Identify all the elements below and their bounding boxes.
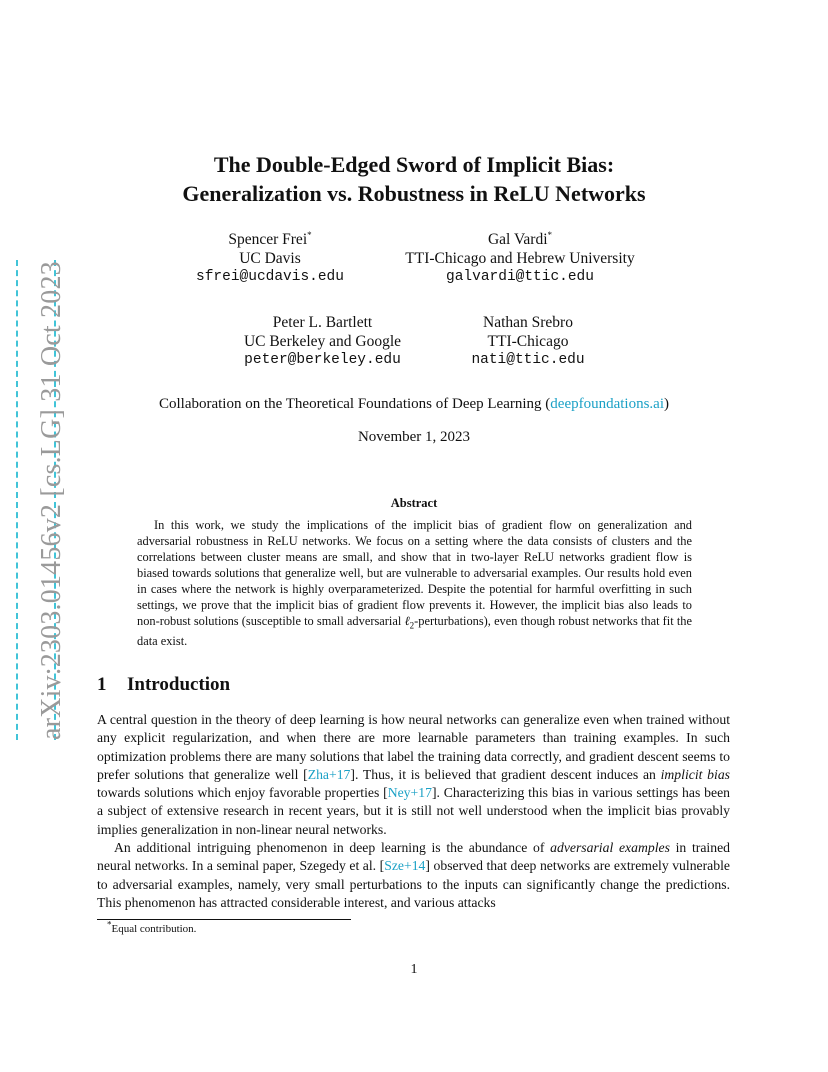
author-email[interactable]: peter@berkeley.edu [244,352,401,368]
author-email[interactable]: sfrei@ucdavis.edu [196,269,344,285]
author-affiliation: UC Davis [239,250,301,267]
citation-zha17[interactable]: Zha+17 [307,766,351,782]
paragraph-2: An additional intriguing phenomenon in deep learning is the abundance of adversarial examples in trained neural networks. In a seminal paper, Szegedy et al. [Sze+14] observed that deep networks are extremely vulnerable to adversarial examples, namely, very small perturbations to the inputs can significantly change the predictions. This phenomenon has attracted considerable interest, and various attacks [97,840,730,910]
author-block-vardi [390,230,650,287]
paper-title [0,150,828,208]
collaboration-line: Collaboration on the Theoretical Foundations of Deep Learning (deepfoundations.ai) [158,396,669,412]
author-name: Spencer Frei [228,231,308,248]
introduction-body [97,711,730,912]
author-affiliation: TTI-Chicago [487,333,569,350]
paragraph-1: A central question in the theory of deep learning is how neural networks can generalize even when trained without any explicit regularization, and when there are more learnable parameters than training examples. In such optimization problems there are many solutions that label the training data correctly, and gradient descent seems to prefer solutions that generalize well [Zha+17]. Thus, it is believed that gradient descent induces an implicit bias towards solutions which enjoy favorable properties [Ney+17]. Characterizing this bias in various settings has been a subject of extensive research in recent years, but it is still not well understood when the implicit bias provably implies generalization in non-linear neural networks. [97,712,730,837]
author-name: Nathan Srebro [483,314,573,331]
author-affiliation: UC Berkeley and Google [243,333,402,350]
abstract-body: In this work, we study the implications of the implicit bias of gradient flow on generalization and adversarial robustness in ReLU networks. We focus on a setting where the data consists of clusters and the correlations between cluster means are small, and show that in two-layer ReLU networks gradient flow is biased towards solutions that generalize well, but are vulnerable to adversarial examples. Our results hold even in cases where the network is highly overparameterized. Despite the potential for harmful overfitting in such settings, we prove that the implicit bias of gradient flow prevents it. However, the implicit bias also leads to non-robust solutions (susceptible to small adversarial ℓ$_2$-perturbations), even though robust networks that fit the data exist. [137,518,692,649]
author-email[interactable]: nati@ttic.edu [471,352,585,368]
deepfoundations-link[interactable]: deepfoundations.ai [550,396,664,412]
author-name: Gal Vardi [487,231,548,248]
paper-date: November 1, 2023 [357,429,471,445]
author-email[interactable]: galvardi@ttic.edu [446,269,594,285]
citation-sze14[interactable]: Sze+14 [384,858,426,874]
author-block-srebro [448,313,608,370]
author-affiliation: TTI-Chicago and Hebrew University [405,250,635,267]
arxiv-identifier[interactable]: arXiv:2303.01456v2 [cs.LG] 31 Oct 2023 [36,261,67,740]
ell-symbol: ℓ [404,614,410,628]
section-heading-introduction [97,674,230,696]
author-block-frei [180,230,360,287]
title-line-1: The Double-Edged Sword of Implicit Bias: [213,152,615,177]
abstract-heading: Abstract [390,496,438,510]
title-line-2: Generalization vs. Robustness in ReLU Networks [182,181,646,206]
equal-contribution-mark: * [307,229,312,240]
citation-ney17[interactable]: Ney+17 [387,785,432,801]
author-block-bartlett [220,313,425,370]
author-name: Peter L. Bartlett [272,314,373,331]
footnote-rule [97,919,351,920]
section-number: 1 [97,674,107,695]
page-number: 1 [410,962,418,977]
section-title: Introduction [127,674,231,695]
equal-contribution-mark: * [547,229,553,240]
footnote: *Equal contribution. [107,919,197,935]
